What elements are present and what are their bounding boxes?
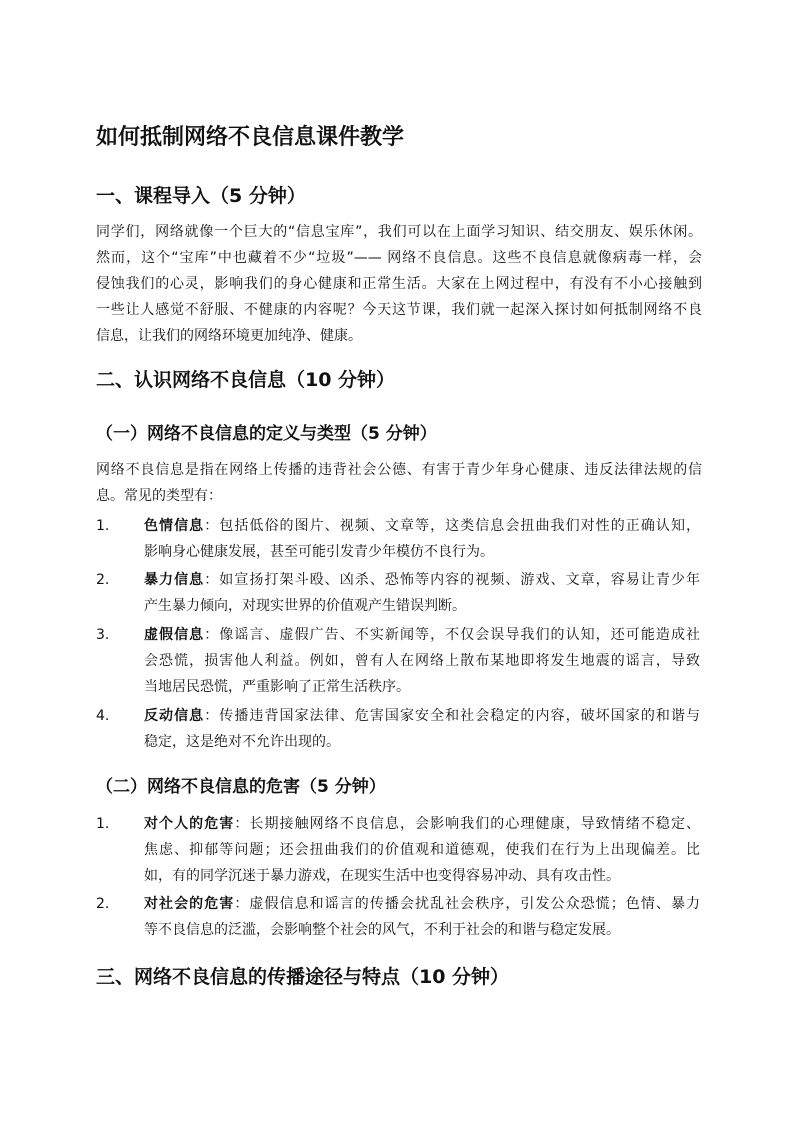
list-text: 如，有的同学沉迷于暴力游戏，在现实生活中也变得容易冲动、具有攻击性。 <box>144 868 620 884</box>
section-heading-intro: 一、课程导入（5 分钟） <box>96 185 306 207</box>
intro-paragraph <box>96 219 702 349</box>
document-title: 如何抵制网络不良信息课件教学 <box>96 125 405 150</box>
paragraph-line: 同学们，网络就像一个巨大的“信息宝库”，我们可以在上面学习知识、结交朋友、娱乐休闲。 <box>96 224 702 240</box>
list-text: 影响身心健康发展，甚至可能引发青少年模仿不良行为。 <box>144 544 494 560</box>
list-item-body <box>144 891 700 943</box>
list-text: ：长期接触网络不良信息，会影响我们的心理健康，导致情绪不稳定、 <box>234 816 701 832</box>
list-item-body <box>144 567 700 619</box>
paragraph-line: 然而，这个“宝库”中也藏着不少“垃圾”—— 网络不良信息。这些不良信息就像病毒一样，会 <box>96 250 702 266</box>
list-text: 当地居民恐慌，严重影响了正常生活秩序。 <box>144 679 410 695</box>
list-text: ：传播违背国家法律、危害国家安全和社会稳定的内容，破坏国家的和谐与 <box>204 708 701 724</box>
list-item-body <box>144 622 700 700</box>
paragraph-line: 网络不良信息是指在网络上传播的违背社会公德、有害于青少年身心健康、违反法律法规的信 <box>96 462 702 478</box>
list-text: ：包括低俗的图片、视频、文章等，这类信息会扭曲我们对性的正确认知， <box>204 518 701 534</box>
list-item-body <box>144 811 700 889</box>
paragraph-line: 信息，让我们的网络环境更加纯净、健康。 <box>96 328 362 344</box>
list-item <box>96 703 702 750</box>
list-text: 焦虑、抑郁等问题；还会扭曲我们的价值观和道德观，使我们在行为上出现偏差。比 <box>144 842 700 858</box>
list-keyword: 暴力信息 <box>144 572 205 588</box>
list-number: 1. <box>96 518 110 534</box>
list-number: 1. <box>96 816 110 832</box>
list-keyword: 对个人的危害 <box>144 816 235 832</box>
list-keyword: 虚假信息 <box>144 627 205 643</box>
list-number: 2. <box>96 896 110 912</box>
list-item-body <box>144 703 700 755</box>
list-item <box>96 811 702 884</box>
list-keyword: 色情信息 <box>144 518 205 534</box>
list-text: ：如宣扬打架斗殴、凶杀、恐怖等内容的视频、游戏、文章，容易让青少年 <box>204 572 701 588</box>
list-number: 2. <box>96 572 110 588</box>
list-text: 产生暴力倾向，对现实世界的价值观产生错误判断。 <box>144 598 466 614</box>
list-item-body <box>144 513 700 565</box>
list-item <box>96 891 702 938</box>
paragraph-line: 一些让人感觉不舒服、不健康的内容呢？今天这节课，我们就一起深入探讨如何抵制网络不良 <box>96 302 702 318</box>
list-keyword: 反动信息 <box>144 708 205 724</box>
list-number: 3. <box>96 627 110 643</box>
list-number: 4. <box>96 708 110 724</box>
list-text: ：像谣言、虚假广告、不实新闻等，不仅会误导我们的认知，还可能造成社 <box>204 627 701 643</box>
list-keyword: 对社会的危害 <box>144 896 235 912</box>
paragraph-line: 侵蚀我们的心灵，影响我们的身心健康和正常生活。大家在上网过程中，有没有不小心接触到 <box>96 276 702 292</box>
list-text: 稳定，这是绝对不允许出现的。 <box>144 734 340 750</box>
list-text: ：虚假信息和谣言的传播会扰乱社会秩序，引发公众恐慌；色情、暴力 <box>234 896 701 912</box>
subsection-heading-harm: （二）网络不良信息的危害（5 分钟） <box>96 777 386 797</box>
list-item <box>96 513 702 560</box>
section-heading-recognize: 二、认识网络不良信息（10 分钟） <box>96 369 396 391</box>
section-heading-spread: 三、网络不良信息的传播途径与特点（10 分钟） <box>96 966 510 988</box>
list-text: 等不良信息的泛滥，会影响整个社会的风气，不利于社会的和谐与稳定发展。 <box>144 922 620 938</box>
paragraph-line: 息。常见的类型有： <box>96 488 222 504</box>
list-item <box>96 567 702 614</box>
definition-paragraph <box>96 457 702 509</box>
subsection-heading-definition: （一）网络不良信息的定义与类型（5 分钟） <box>96 424 437 444</box>
list-item <box>96 622 702 695</box>
list-text: 会恐慌，损害他人利益。例如，曾有人在网络上散布某地即将发生地震的谣言，导致 <box>144 653 700 669</box>
